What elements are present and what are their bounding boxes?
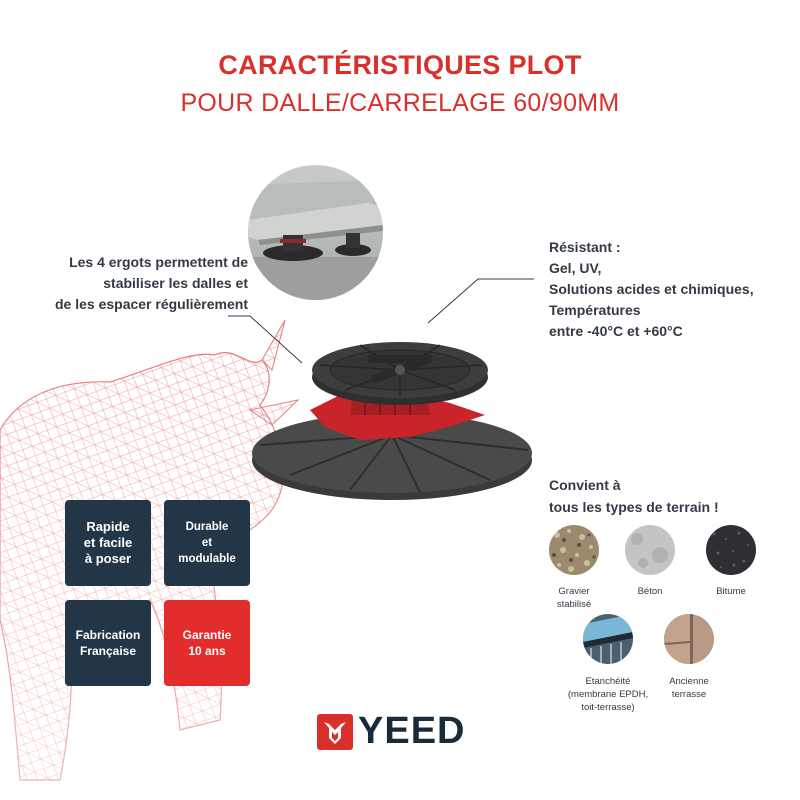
yeed-logo-icon xyxy=(317,714,353,750)
gravel-texture-icon xyxy=(549,525,599,575)
terrain-label-line: (membrane EPDH, xyxy=(567,689,649,700)
feature-line: et facile xyxy=(83,535,133,550)
membrane-texture-icon xyxy=(583,614,633,664)
feature-line: Rapide xyxy=(86,519,130,534)
feature-made-in-france xyxy=(65,600,151,686)
terrain-label-line: terrasse xyxy=(671,689,707,700)
concrete-texture-icon xyxy=(625,525,675,575)
resistant-list xyxy=(549,258,754,342)
feature-line: et xyxy=(201,537,213,549)
ergots-line-1: Les 4 ergots permettent de xyxy=(69,254,248,270)
feature-line: 10 ans xyxy=(188,644,226,658)
feature-line: Fabrication xyxy=(75,628,141,642)
terrain-label-line: Ancienne xyxy=(669,676,709,687)
terrain-title xyxy=(549,474,719,518)
page-title: CARACTÉRISTIQUES PLOT xyxy=(218,50,582,80)
brand-name: YEED xyxy=(358,710,466,752)
feature-durable xyxy=(164,500,250,586)
terrain-label-line: stabilisé xyxy=(556,599,592,610)
feature-line: Garantie xyxy=(182,628,232,642)
feature-line: Française xyxy=(79,644,137,658)
resistant-item: Gel, UV, xyxy=(549,260,602,276)
ergots-callout xyxy=(55,252,248,315)
resistant-item: Solutions acides et chimiques, xyxy=(549,281,754,297)
terrain-label-line: toit-terrasse) xyxy=(581,702,635,713)
ergots-line-2: stabiliser les dalles et xyxy=(103,275,248,291)
terrain-label-old-terrace xyxy=(639,675,739,701)
adjustable-pedestal-image xyxy=(250,315,550,515)
page-subtitle: POUR DALLE/CARRELAGE 60/90MM xyxy=(180,89,620,117)
feature-line: modulable xyxy=(178,553,236,565)
feature-easy-install xyxy=(65,500,151,586)
resistant-item: Températures xyxy=(549,302,641,318)
terrain-label-line: Bitume xyxy=(716,586,746,597)
resistant-item: entre -40°C et +60°C xyxy=(549,323,683,339)
resistant-title: Résistant : xyxy=(549,239,621,255)
asphalt-texture-icon xyxy=(706,525,756,575)
feature-line: Durable xyxy=(185,521,229,533)
feature-warranty xyxy=(164,600,250,686)
terrain-label-line: Etanchéité xyxy=(585,676,631,687)
terrain-label-line: Béton xyxy=(637,586,663,597)
old-terrace-texture-icon xyxy=(664,614,714,664)
terrain-title-line: Convient à xyxy=(549,477,621,493)
tile-on-pedestal-photo xyxy=(248,165,383,300)
terrain-title-line: tous les types de terrain ! xyxy=(549,499,719,515)
feature-line: à poser xyxy=(84,551,132,566)
terrain-label-line: Gravier xyxy=(558,586,590,597)
ergots-line-3: de les espacer régulièrement xyxy=(55,296,248,312)
terrain-label-asphalt xyxy=(681,585,781,598)
